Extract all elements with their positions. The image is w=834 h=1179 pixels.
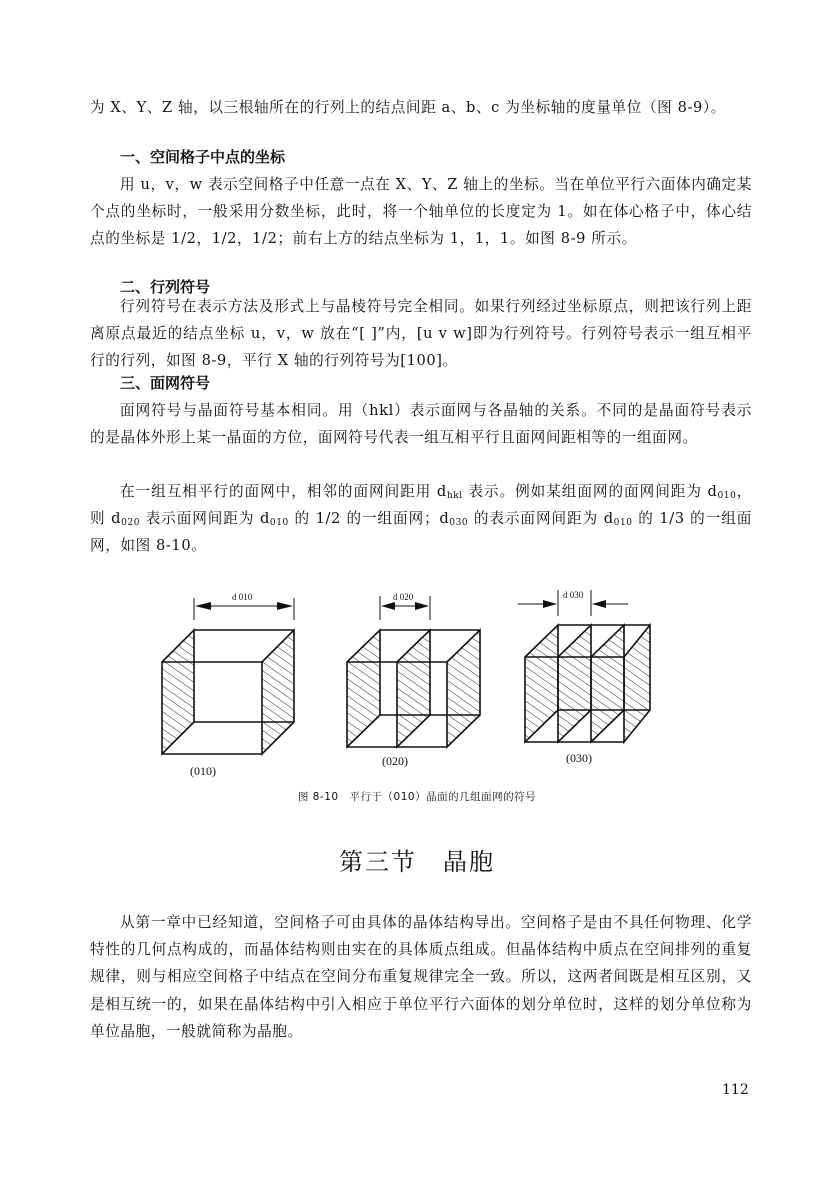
text-part: ，则 d bbox=[90, 483, 753, 528]
hatched-plane bbox=[624, 625, 650, 742]
cube-030 bbox=[518, 590, 650, 742]
hatched-plane bbox=[447, 630, 480, 747]
subscript: hkl bbox=[446, 491, 463, 501]
cube-020 bbox=[347, 596, 480, 747]
subscript: 010 bbox=[613, 518, 633, 529]
dimension-label: d 010 bbox=[232, 592, 253, 602]
paragraph-row-symbol: 行列符号在表示方法及形式上与晶棱符号完全相同。如果行列经过坐标原点，则把该行列上距离原点最近的结点坐标 u，v，w 放在“[ ]”内，[u v w]即为行列符号。行列符号表示一组互相平行的行列，如图 8-9，平行 X 轴的行列符号为[100]。 bbox=[90, 298, 752, 370]
subscript: 010 bbox=[269, 518, 289, 529]
text-part: 表示。例如某组面网的面网间距为 d bbox=[462, 483, 718, 500]
hatched-plane bbox=[558, 625, 591, 742]
dimension-label: d 030 bbox=[563, 590, 584, 600]
heading-net-symbol: 三、面网符号 bbox=[120, 374, 211, 392]
hatched-plane bbox=[591, 625, 624, 742]
subscript: 020 bbox=[121, 518, 141, 529]
text-part: 的 1/3 的一组面网，如图 8-10。 bbox=[90, 510, 752, 555]
page-number: 112 bbox=[722, 1082, 749, 1098]
section-title: 第三节 晶胞 bbox=[339, 848, 495, 876]
subscript: 030 bbox=[449, 518, 469, 529]
paragraph-intro: 为 X、Y、Z 轴，以三根轴所在的行列上的结点间距 a、b、c 为坐标轴的度量单位（图 8-9）。 bbox=[90, 99, 726, 116]
heading-point-coordinates: 一、空间格子中点的坐标 bbox=[120, 148, 286, 166]
cube-010 bbox=[162, 598, 294, 754]
text-part: 的 1/2 的一组面网；d bbox=[288, 510, 450, 528]
figure-caption: 图 8-10 平行于（010）晶面的几组面网的符号 bbox=[297, 791, 537, 803]
dimension-label: d 020 bbox=[393, 592, 414, 602]
figure-label: (030) bbox=[566, 751, 592, 765]
text-part: 在一组互相平行的面网中，相邻的面网间距用 d bbox=[120, 483, 447, 500]
paragraph-net-spacing bbox=[90, 478, 752, 560]
hatched-plane bbox=[525, 625, 558, 742]
hatched-plane bbox=[397, 630, 430, 747]
paragraph-unit-cell: 从第一章中已经知道，空间格子可由具体的晶体结构导出。空间格子是由不具任何物理、化学特性的几何点构成的，而晶体结构则由实在的具体质点组成。但晶体结构中质点在空间排列的重复规律，则与相应空间格子中结点在空间分布重复规律完全一致。所以，这两者间既是相互区别，又是相互统一的，如果在晶体结构中引入相应于单位平行六面体的划分单位时，这样的划分单位称为单位晶胞，一般就简称为晶胞。 bbox=[90, 914, 752, 1040]
paragraph-coordinates: 用 u，v，w 表示空间格子中任意一点在 X、Y、Z 轴上的坐标。当在单位平行六面体内确定某个点的坐标时，一般采用分数坐标，此时，将一个轴单位的长度定为 1。如在体心格子中，体心结点的坐标是 1/2，1/2，1/2；前右上方的结点坐标为 1，1，1。如图 8-9 所示。 bbox=[90, 176, 752, 248]
subscript: 010 bbox=[717, 491, 737, 501]
hatched-plane bbox=[162, 630, 194, 754]
text-part: 表示面网间距为 d bbox=[140, 510, 270, 528]
text-part: 的表示面网间距为 d bbox=[468, 510, 614, 528]
hatched-plane bbox=[262, 630, 294, 754]
figure-label: (010) bbox=[190, 764, 216, 778]
heading-row-symbol: 二、行列符号 bbox=[120, 278, 211, 296]
figure-lattice-planes bbox=[150, 580, 670, 790]
hatched-plane bbox=[347, 630, 380, 747]
paragraph-net-symbol: 面网符号与晶面符号基本相同。用（hkl）表示面网与各晶轴的关系。不同的是晶面符号表示的是晶体外形上某一晶面的方位，面网符号代表一组互相平行且面网间距相等的一组面网。 bbox=[90, 402, 752, 447]
figure-label: (020) bbox=[382, 754, 408, 768]
